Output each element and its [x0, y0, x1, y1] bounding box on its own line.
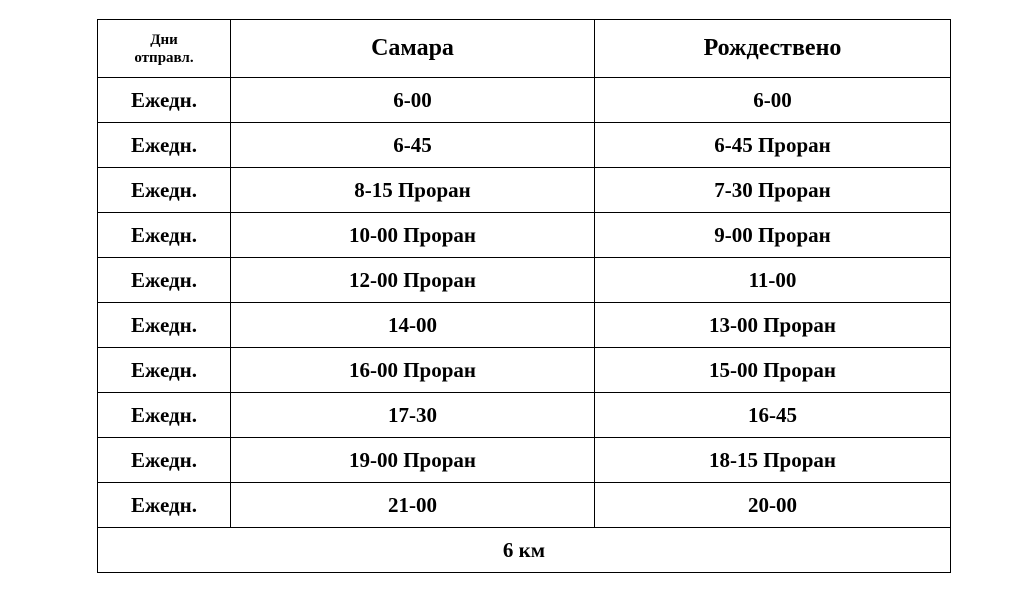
rozhdestveno-time-cell: 15-00 Проран	[595, 348, 951, 393]
rozhdestveno-time-cell: 11-00	[595, 258, 951, 303]
table-row	[98, 258, 951, 303]
rozhdestveno-time-cell: 6-45 Проран	[595, 123, 951, 168]
rozhdestveno-time-cell: 13-00 Проран	[595, 303, 951, 348]
days-cell: Ежедн.	[98, 483, 231, 528]
samara-time-cell: 8-15 Проран	[231, 168, 595, 213]
samara-time-cell: 14-00	[231, 303, 595, 348]
rozhdestveno-time-cell: 18-15 Проран	[595, 438, 951, 483]
table-row	[98, 168, 951, 213]
rozhdestveno-time-cell: 20-00	[595, 483, 951, 528]
days-header-line2: отправл.	[134, 49, 194, 66]
days-cell: Ежедн.	[98, 123, 231, 168]
schedule-table	[97, 19, 951, 573]
samara-time-cell: 21-00	[231, 483, 595, 528]
rozhdestveno-time-cell: 6-00	[595, 78, 951, 123]
samara-time-cell: 16-00 Проран	[231, 348, 595, 393]
days-column-header	[98, 20, 231, 78]
table-row	[98, 438, 951, 483]
distance-cell: 6 км	[98, 528, 951, 573]
table-row	[98, 78, 951, 123]
table-row	[98, 393, 951, 438]
table-row	[98, 303, 951, 348]
days-cell: Ежедн.	[98, 258, 231, 303]
samara-time-cell: 6-45	[231, 123, 595, 168]
samara-time-cell: 6-00	[231, 78, 595, 123]
table-row	[98, 483, 951, 528]
rozhdestveno-time-cell: 7-30 Проран	[595, 168, 951, 213]
samara-time-cell: 10-00 Проран	[231, 213, 595, 258]
days-cell: Ежедн.	[98, 213, 231, 258]
days-cell: Ежедн.	[98, 438, 231, 483]
samara-column-header: Самара	[231, 20, 595, 78]
rozhdestveno-time-cell: 9-00 Проран	[595, 213, 951, 258]
samara-time-cell: 17-30	[231, 393, 595, 438]
header-row	[98, 20, 951, 78]
days-header-line1: Дни	[150, 31, 178, 48]
table-row	[98, 348, 951, 393]
days-cell: Ежедн.	[98, 348, 231, 393]
rozhdestveno-time-cell: 16-45	[595, 393, 951, 438]
days-cell: Ежедн.	[98, 168, 231, 213]
days-cell: Ежедн.	[98, 303, 231, 348]
samara-time-cell: 19-00 Проран	[231, 438, 595, 483]
rozhdestveno-column-header: Рождествено	[595, 20, 951, 78]
table-row	[98, 213, 951, 258]
days-cell: Ежедн.	[98, 78, 231, 123]
days-cell: Ежедн.	[98, 393, 231, 438]
footer-row	[98, 528, 951, 573]
samara-time-cell: 12-00 Проран	[231, 258, 595, 303]
table-row	[98, 123, 951, 168]
